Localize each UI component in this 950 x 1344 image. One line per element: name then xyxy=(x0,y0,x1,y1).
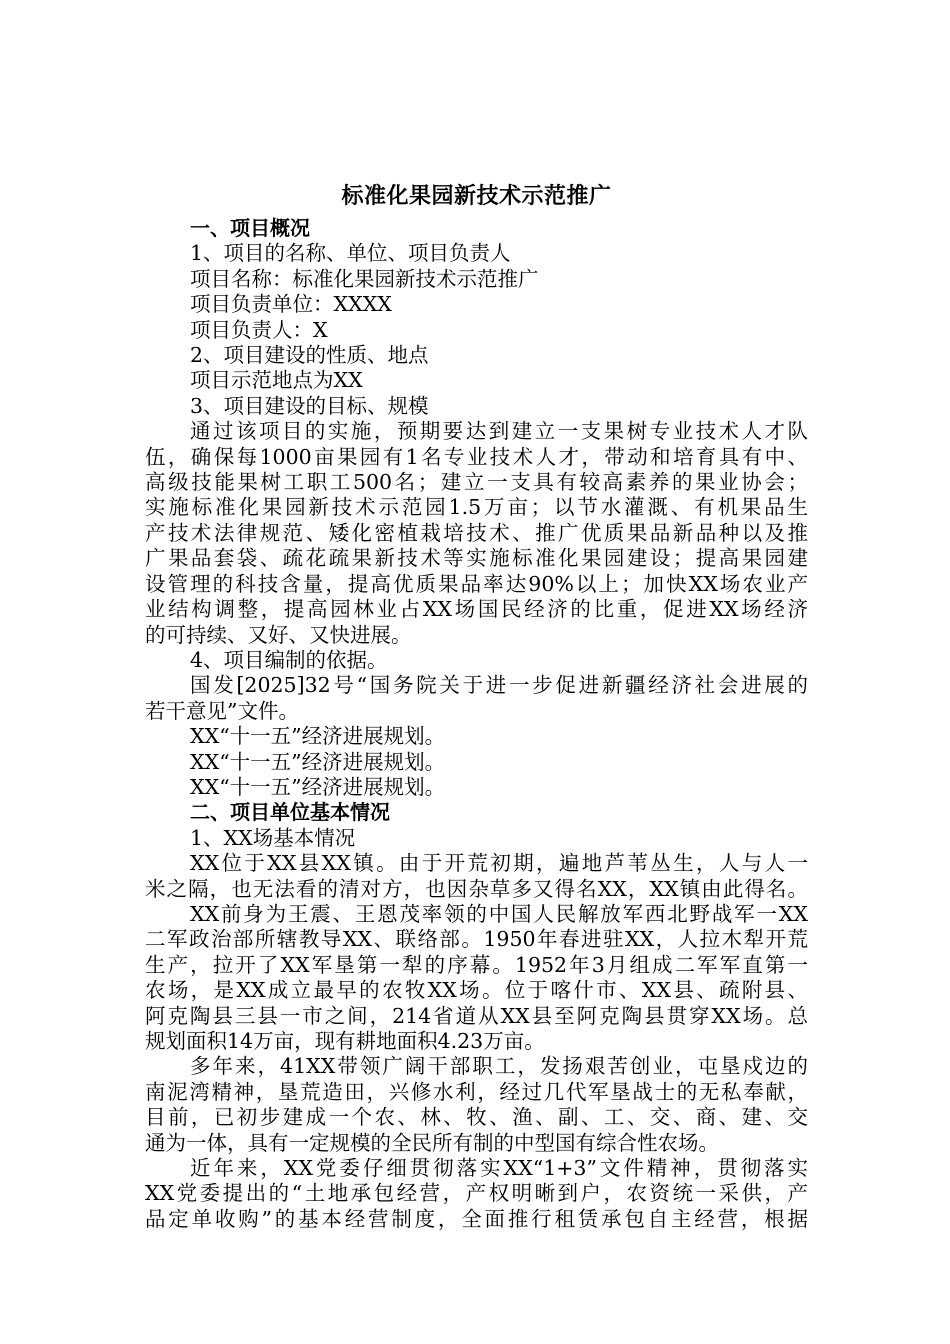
section-heading-1: 一、项目概况 xyxy=(190,216,310,240)
paragraph-line: 业结构调整，提高园林业占XX场国民经济的比重，促进XX场经济 xyxy=(145,597,808,622)
paragraph-line: 项目负责单位：XXXX xyxy=(190,292,392,317)
subheading: 1、项目的名称、单位、项目负责人 xyxy=(190,241,511,266)
paragraph-line: 品定单收购”的基本经营制度，全面推行租赁承包自主经营，根据 xyxy=(145,1206,808,1231)
paragraph-line: 目前，已初步建成一个农、林、牧、渔、副、工、交、商、建、交 xyxy=(145,1105,808,1130)
paragraph-line: 二军政治部所辖教导XX、联络部。1950年春进驻XX，人拉木犁开荒 xyxy=(145,927,808,952)
paragraph-line: XX“十一五”经济进展规划。 xyxy=(190,724,446,749)
subheading: 3、项目建设的目标、规模 xyxy=(190,393,429,418)
paragraph-line: 广果品套袋、疏花疏果新技术等实施标准化果园建设；提高果园建 xyxy=(145,546,808,571)
paragraph-line: 米之隔，也无法看的清对方，也因杂草多又得名XX，XX镇由此得名。 xyxy=(145,876,808,901)
paragraph-line: 项目示范地点为XX xyxy=(190,368,363,393)
paragraph-line: XX“十一五”经济进展规划。 xyxy=(190,749,446,774)
paragraph-line: 若干意见”文件。 xyxy=(145,698,299,723)
paragraph-line: 的可持续、又好、又快进展。 xyxy=(145,622,412,647)
paragraph-line: 项目名称：标准化果园新技术示范推广 xyxy=(190,266,539,291)
paragraph-line: 规划面积14万亩，现有耕地面积4.23万亩。 xyxy=(145,1029,545,1053)
subheading: 1、XX场基本情况 xyxy=(190,825,356,850)
document-title: 标准化果园新技术示范推广 xyxy=(341,184,612,209)
paragraph-line: 国发[2025]32号“国务院关于进一步促进新疆经济社会进展的 xyxy=(190,673,808,698)
section-heading-2: 二、项目单位基本情况 xyxy=(190,800,390,825)
paragraph-line: 农场，是XX成立最早的农牧XX场。位于喀什市、XX县、疏附县、 xyxy=(145,978,808,1003)
paragraph-line: 设管理的科技含量，提高优质果品率达90%以上；加快XX场农业产 xyxy=(145,571,808,596)
paragraph-line: 实施标准化果园新技术示范园1.5万亩；以节水灌溉、有机果品生 xyxy=(145,495,808,520)
paragraph-line: 通过该项目的实施，预期要达到建立一支果树专业技术人才队 xyxy=(190,419,808,444)
paragraph-line: XX位于XX县XX镇。由于开荒初期，遍地芦苇丛生，人与人一 xyxy=(190,851,808,876)
paragraph-line: 项目负责人：X xyxy=(190,317,328,342)
paragraph-line: 高级技能果树工职工500名；建立一支具有较高素养的果业协会； xyxy=(145,470,808,495)
subheading: 2、项目建设的性质、地点 xyxy=(190,343,429,368)
paragraph-line: 南泥湾精神，垦荒造田，兴修水利，经过几代军垦战士的无私奉献， xyxy=(145,1079,808,1104)
paragraph-line: 近年来，XX党委仔细贯彻落实XX“1+3”文件精神，贯彻落实 xyxy=(190,1156,808,1181)
subheading: 4、项目编制的依据。 xyxy=(190,647,388,672)
paragraph-line: 产技术法律规范、矮化密植栽培技术、推广优质果品新品种以及推 xyxy=(145,520,808,545)
paragraph-line: XX前身为王震、王恩茂率领的中国人民解放军西北野战军一XX xyxy=(190,901,808,926)
paragraph-line: XX“十一五”经济进展规划。 xyxy=(190,774,446,799)
paragraph-line: 伍，确保每1000亩果园有1名专业技术人才，带动和培育具有中、 xyxy=(145,444,808,469)
paragraph-line: XX党委提出的“土地承包经营，产权明晰到户，农资统一采供，产 xyxy=(145,1181,808,1206)
paragraph-line: 多年来，41XX带领广阔干部职工，发扬艰苦创业，屯垦戍边的 xyxy=(190,1054,808,1079)
paragraph-line: 生产，拉开了XX军垦第一犁的序幕。1952年3月组成二军军直第一 xyxy=(145,952,808,977)
paragraph-line: 通为一体，具有一定规模的全民所有制的中型国有综合性农场。 xyxy=(145,1130,719,1155)
document-page xyxy=(145,180,808,1232)
paragraph-line: 阿克陶县三县一市之间，214省道从XX县至阿克陶县贯穿XX场。总 xyxy=(145,1003,808,1028)
